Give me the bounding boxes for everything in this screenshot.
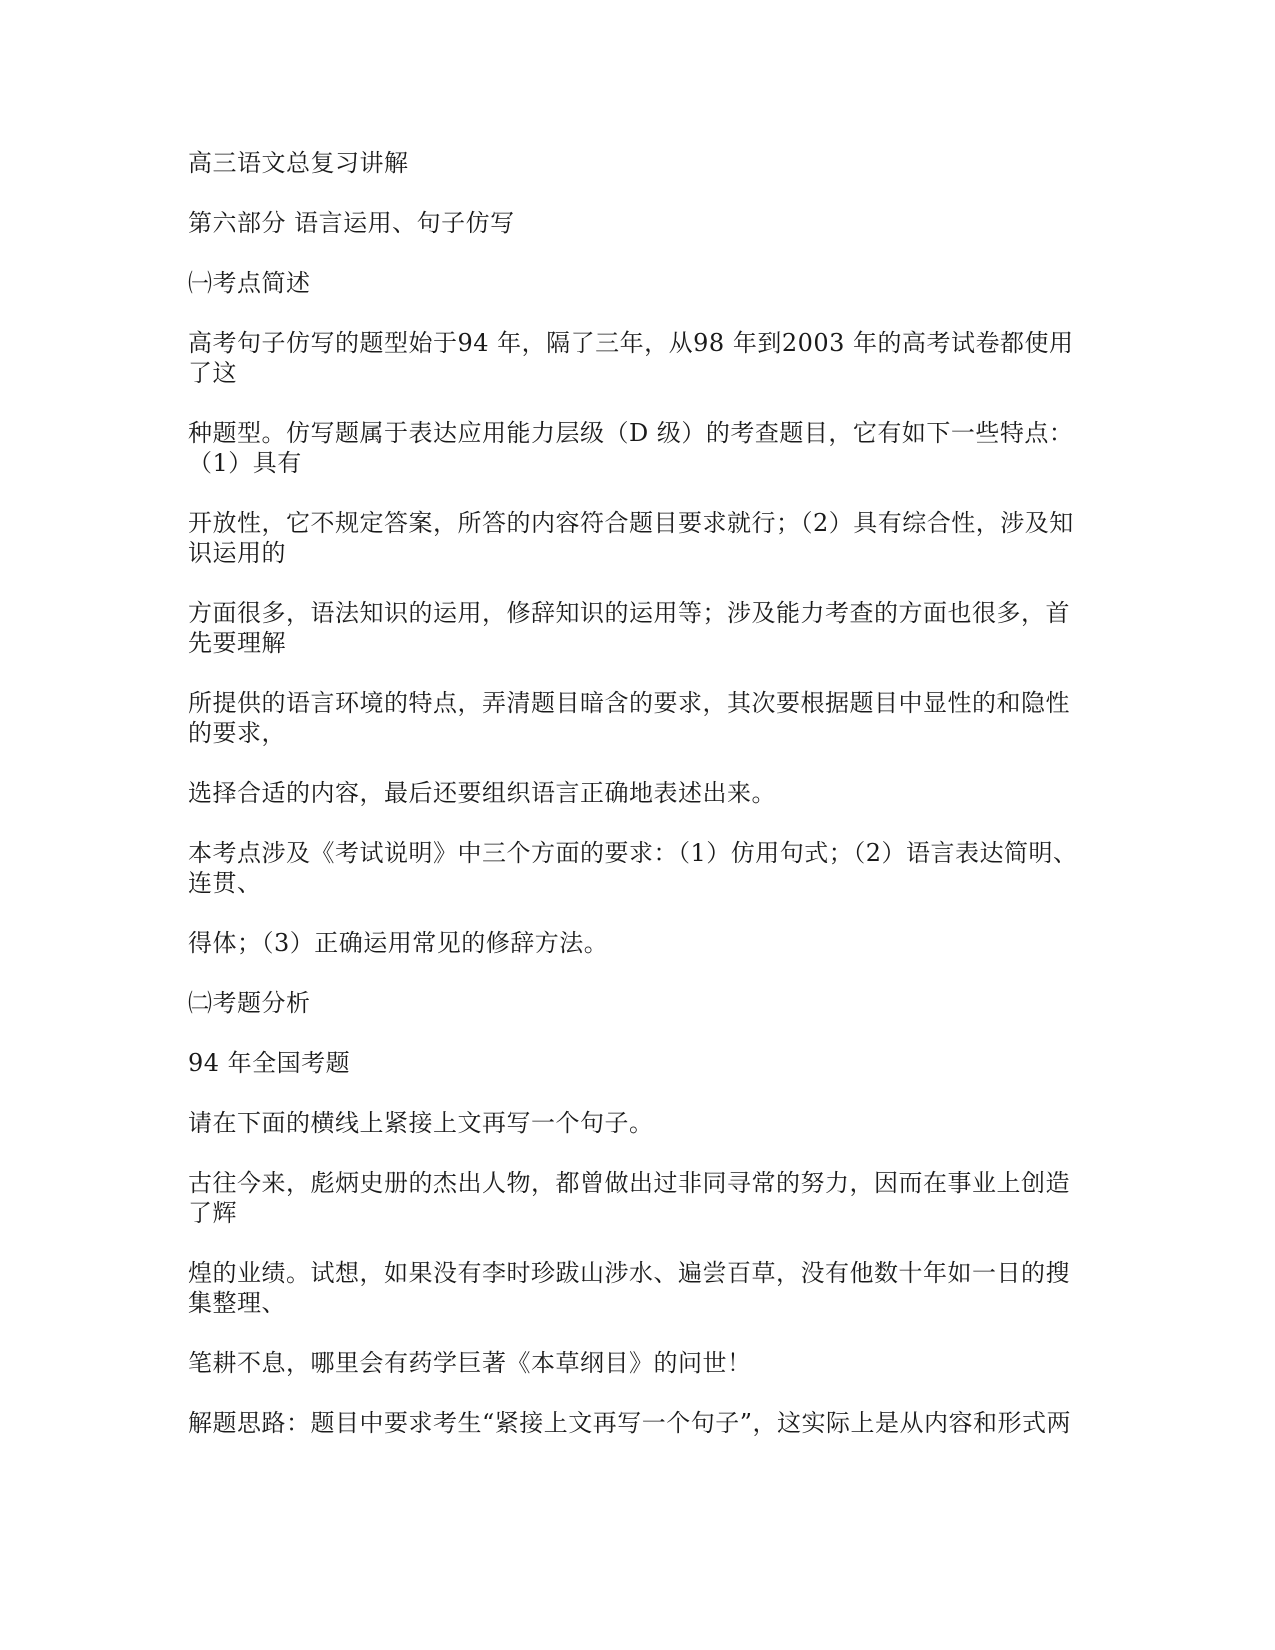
document-title: 高三语文总复习讲解 bbox=[188, 149, 409, 177]
document-body bbox=[188, 148, 1088, 1468]
question-text: 古往今来，彪炳史册的杰出人物，都曾做出过非同寻常的努力，因而在事业上创造了辉 bbox=[188, 1169, 1070, 1227]
subsection-heading: ㈠考点简述 bbox=[188, 269, 311, 297]
paragraph: 种题型。仿写题属于表达应用能力层级（D 级）的考查题目，它有如下一些特点：（1）具有 bbox=[188, 419, 1074, 477]
solution-text: 解题思路：题目中要求考生“紧接上文再写一个句子”，这实际上是从内容和形式两 bbox=[188, 1409, 1072, 1437]
exam-label: 94 年全国考题 bbox=[188, 1049, 351, 1077]
paragraph: 开放性，它不规定答案，所答的内容符合题目要求就行；（2）具有综合性，涉及知识运用的 bbox=[188, 509, 1074, 567]
subsection-heading: ㈡考题分析 bbox=[188, 989, 311, 1017]
question-text: 笔耕不息，哪里会有药学巨著《本草纲目》的问世！ bbox=[188, 1349, 752, 1377]
question-prompt: 请在下面的横线上紧接上文再写一个句子。 bbox=[188, 1109, 654, 1137]
section-heading: 第六部分 语言运用、句子仿写 bbox=[188, 209, 515, 237]
question-text: 煌的业绩。试想，如果没有李时珍跋山涉水、遍尝百草，没有他数十年如一日的搜集整理、 bbox=[188, 1259, 1070, 1317]
paragraph: 方面很多，语法知识的运用，修辞知识的运用等；涉及能力考查的方面也很多，首先要理解 bbox=[188, 599, 1070, 657]
paragraph: 本考点涉及《考试说明》中三个方面的要求：（1）仿用句式；（2）语言表达简明、连贯、 bbox=[188, 839, 1078, 897]
paragraph: 高考句子仿写的题型始于94 年，隔了三年，从98 年到2003 年的高考试卷都使用了这 bbox=[188, 329, 1074, 387]
paragraph: 选择合适的内容，最后还要组织语言正确地表述出来。 bbox=[188, 779, 776, 807]
paragraph: 得体；（3）正确运用常见的修辞方法。 bbox=[188, 929, 609, 957]
paragraph: 所提供的语言环境的特点，弄清题目暗含的要求，其次要根据题目中显性的和隐性的要求， bbox=[188, 689, 1070, 747]
